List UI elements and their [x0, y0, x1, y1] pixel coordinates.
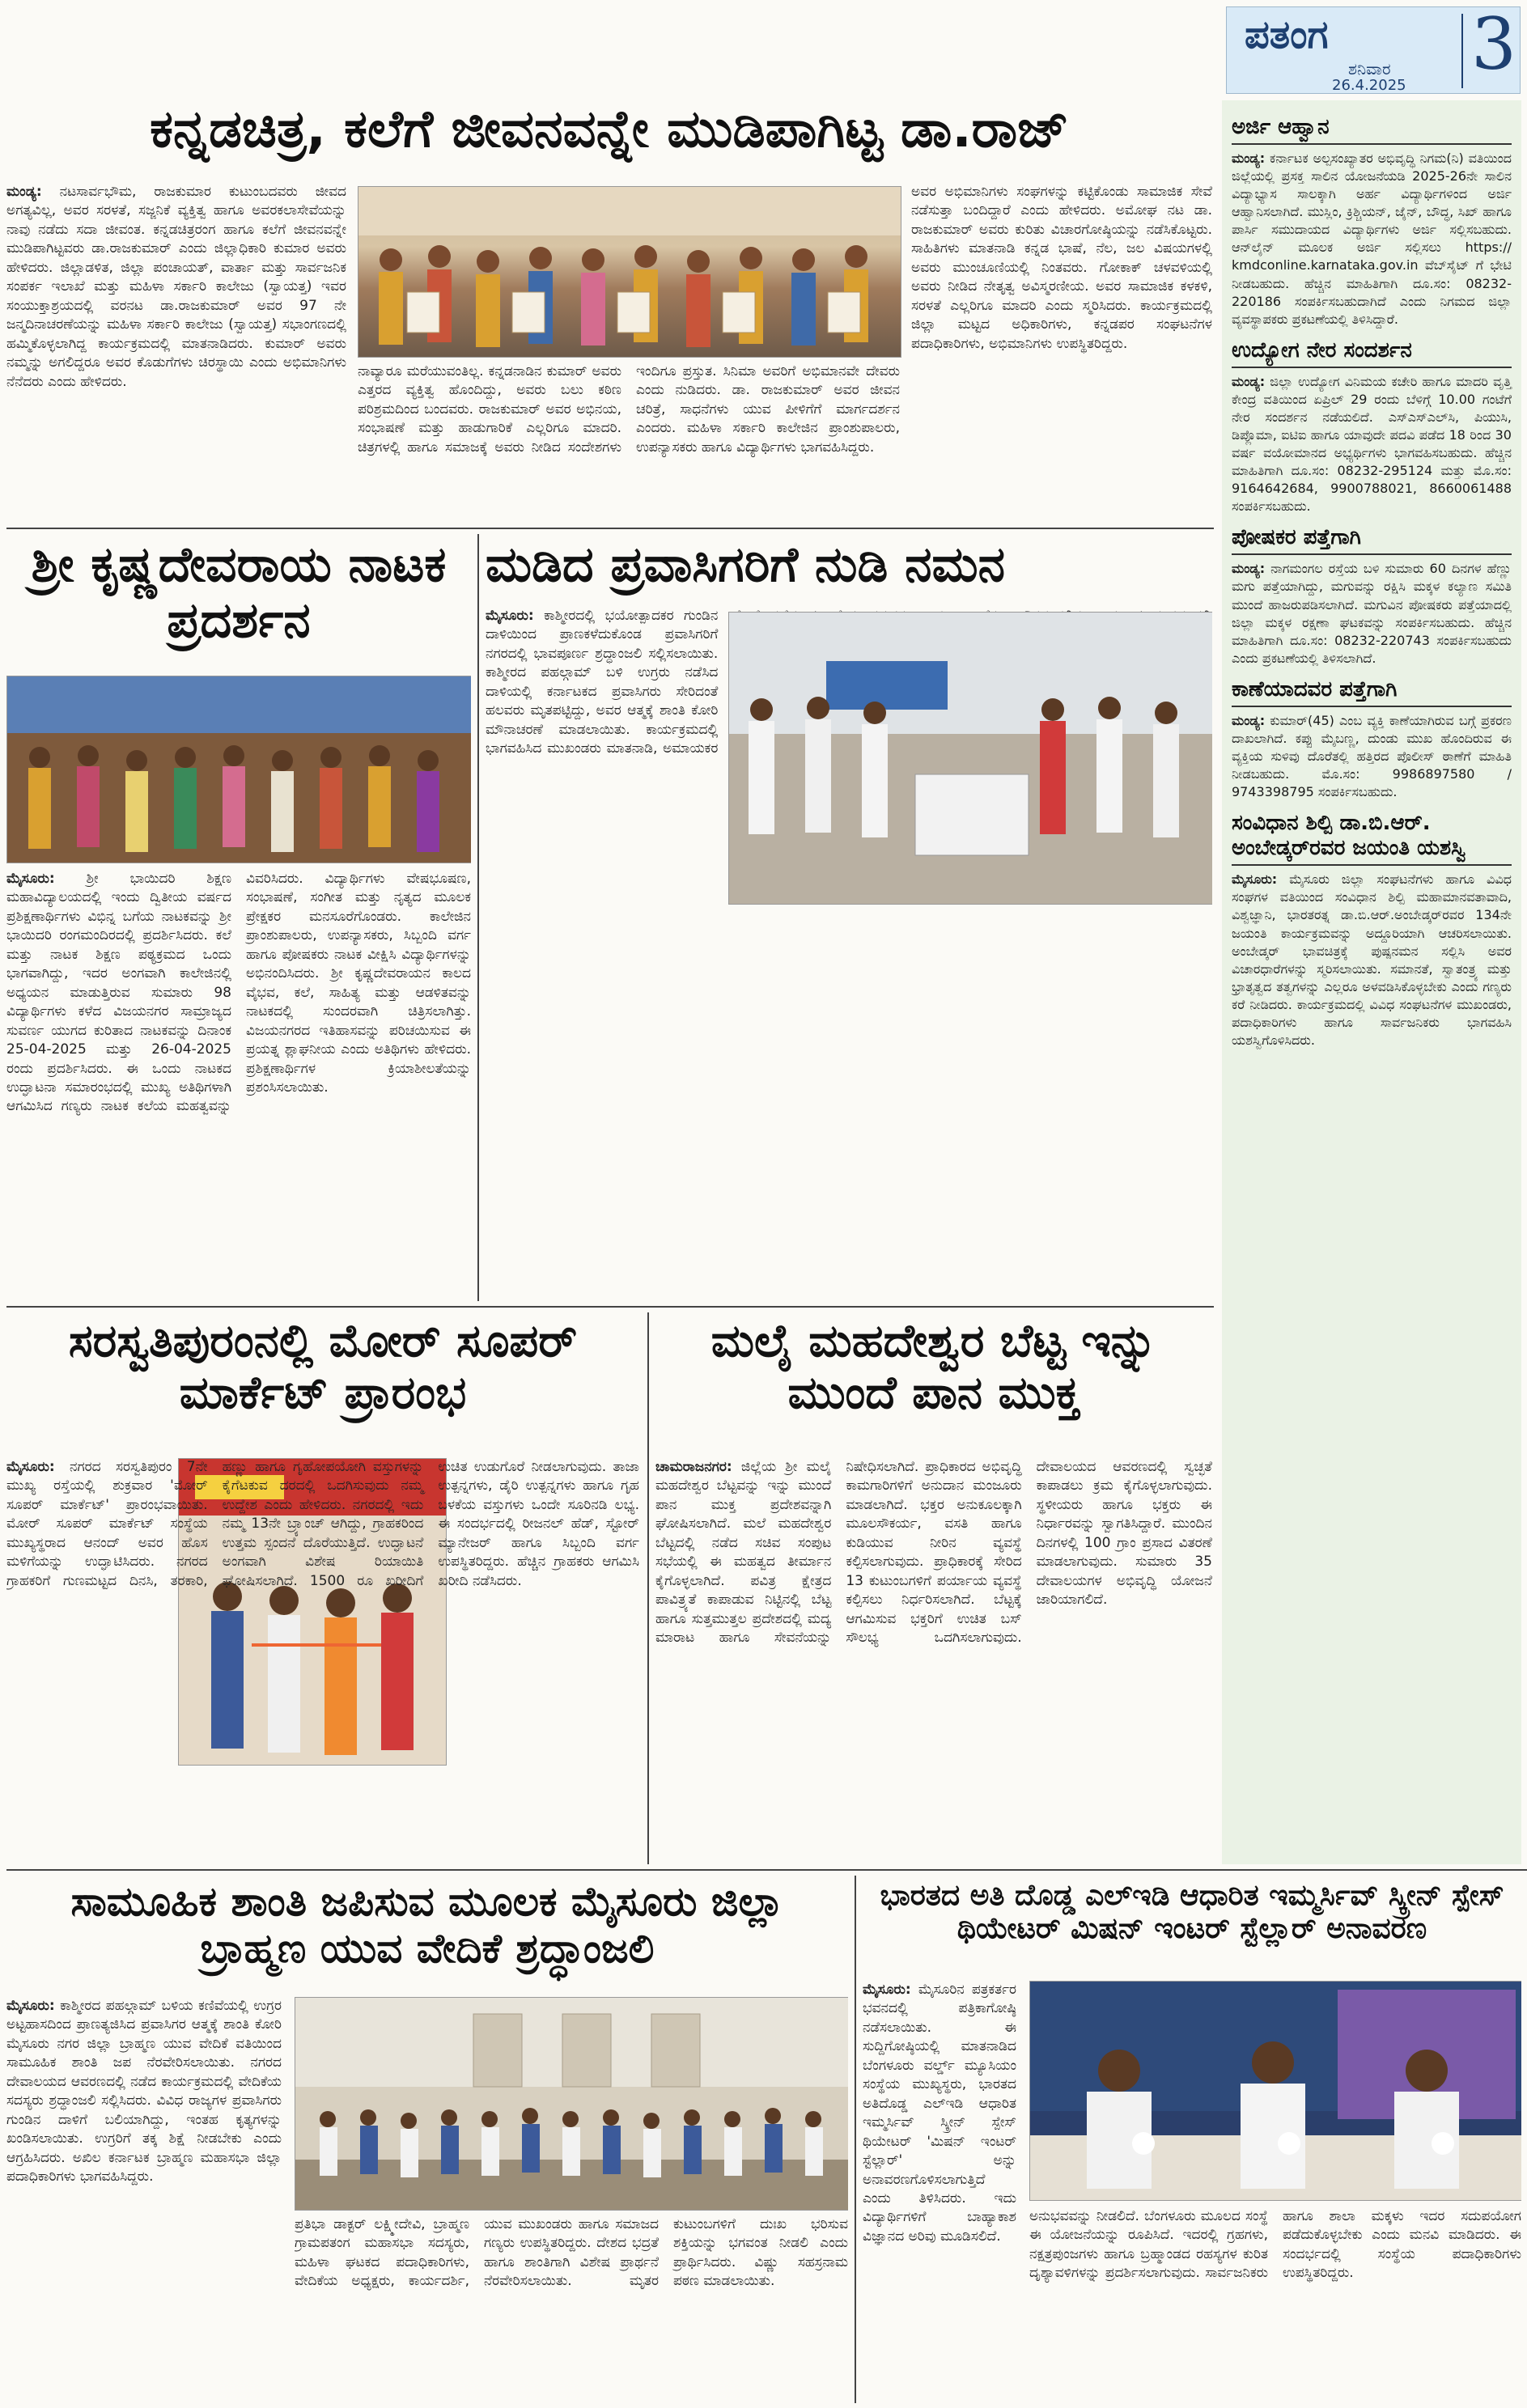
sidebar-title-4: ಸಂವಿಧಾನ ಶಿಲ್ಪಿ ಡಾ.ಬಿ.ಆರ್. ಅಂಬೇಡ್ಕರ್‌ರವರ ಜಯಂತಿ ಯಶಸ್ವಿ — [1232, 811, 1512, 866]
krishnadevaraya-photo — [6, 676, 471, 863]
page-number: 3 — [1471, 6, 1516, 86]
led-body-left: ಮೈಸೂರು: ಮೈಸೂರಿನ ಪತ್ರಕರ್ತರ ಭವನದಲ್ಲಿ ಪತ್ರಿಕಾಗೋಷ್ಠಿ ನಡೆಸಲಾಯಿತು. ಈ ಸುದ್ದಿಗೋಷ್ಠಿಯಲ್ಲಿ ಮಾತನಾಡಿದ ಬೆಂಗಳೂರು ವರ್ಲ್ಡ್ ಮ್ಯೂಸಿಯಂ ಸಂಸ್ಥೆಯ ಮುಖ್ಯಸ್ಥರು, ಭಾರತದ ಅತಿದೊಡ್ಡ ಎಲ್ಇಡಿ ಆಧಾರಿತ ಇಮ್ಮರ್ಸಿವ್ ಸ್ಕ್ರೀನ್ ಸ್ಪೇಸ್ ಥಿಯೇಟರ್ 'ಮಿಷನ್ ಇಂಟರ್ ಸ್ಟೆಲ್ಲಾರ್' ಅನ್ನು ಅನಾವರಣಗೊಳಿಸಲಾಗುತ್ತಿದೆ ಎಂದು ತಿಳಿಸಿದರು. ಇದು ವಿದ್ಯಾರ್ಥಿಗಳಿಗೆ ಬಾಹ್ಯಾಕಾಶ ವಿಜ್ಞಾನದ ಅರಿವು ಮೂಡಿಸಲಿದೆ. — [863, 1982, 1016, 2245]
krishnadevaraya-body: ಮೈಸೂರು: ಶ್ರೀ ಭಾಯಿದರಿ ಶಿಕ್ಷಣ ಮಹಾವಿದ್ಯಾಲಯದಲ್ಲಿ ಇಂದು ದ್ವಿತೀಯ ವರ್ಷದ ಪ್ರಶಿಕ್ಷಣಾರ್ಥಿಗಳು ವಿಭಿನ್ನ ಬಗೆಯ ನಾಟಕವನ್ನು ಶ್ರೀ ಭಾಯಿದರಿ ರಂಗಮಂದಿರದಲ್ಲಿ ಪ್ರದರ್ಶಿಸಿದರು. ಕಲೆ ಮತ್ತು ನಾಟಕ ಶಿಕ್ಷಣ ಪಠ್ಯಕ್ರಮದ ಒಂದು ಭಾಗವಾಗಿದ್ದು, ಇದರ ಅಂಗವಾಗಿ ಕಾಲೇಜಿನಲ್ಲಿ ಅಧ್ಯಯನ ಮಾಡುತ್ತಿರುವ ಸುಮಾರು 98 ವಿದ್ಯಾರ್ಥಿಗಳು ಕಳೆದ ವಿಜಯನಗರ ಸಾಮ್ರಾಜ್ಯದ ಸುವರ್ಣ ಯುಗದ ಕುರಿತಾದ ನಾಟಕವನ್ನು ದಿನಾಂಕ 25-04-2025 ಮತ್ತು 26-04-2025 ರಂದು ಪ್ರದರ್ಶಿಸಿದರು. ಈ ಒಂದು ನಾಟಕದ ಉದ್ಘಾಟನಾ ಸಮಾರಂಭದಲ್ಲಿ ಮುಖ್ಯ ಅತಿಥಿಗಳಾಗಿ ಆಗಮಿಸಿದ ಗಣ್ಯರು ನಾಟಕ ಕಲೆಯ ಮಹತ್ವವನ್ನು ವಿವರಿಸಿದರು. ವಿದ್ಯಾರ್ಥಿಗಳು ವೇಷಭೂಷಣ, ಸಂಭಾಷಣೆ, ಸಂಗೀತ ಮತ್ತು ನೃತ್ಯದ ಮೂಲಕ ಪ್ರೇಕ್ಷಕರ ಮನಸೂರೆಗೊಂಡರು. ಕಾಲೇಜಿನ ಪ್ರಾಂಶುಪಾಲರು, ಉಪನ್ಯಾಸಕರು, ಸಿಬ್ಬಂದಿ ವರ್ಗ ಹಾಗೂ ಪೋಷಕರು ನಾಟಕ ವೀಕ್ಷಿಸಿ ವಿದ್ಯಾರ್ಥಿಗಳನ್ನು ಅಭಿನಂದಿಸಿದರು. ಶ್ರೀ ಕೃಷ್ಣದೇವರಾಯನ ಕಾಲದ ವೈಭವ, ಕಲೆ, ಸಾಹಿತ್ಯ ಮತ್ತು ಆಡಳಿತವನ್ನು ನಾಟಕದಲ್ಲಿ ಸುಂದರವಾಗಿ ಚಿತ್ರಿಸಲಾಗಿತ್ತು. ವಿಜಯನಗರದ ಇತಿಹಾಸವನ್ನು ಪರಿಚಯಿಸುವ ಈ ಪ್ರಯತ್ನ ಶ್ಲಾಘನೀಯ ಎಂದು ಅತಿಥಿಗಳು ಹೇಳಿದರು. ಪ್ರಶಿಕ್ಷಣಾರ್ಥಿಗಳ ಕ್ರಿಯಾಶೀಲತೆಯನ್ನು ಪ್ರಶಂಸಿಸಲಾಯಿತು. — [6, 871, 471, 1115]
article-brahmana — [6, 1876, 848, 2403]
led-photo — [1029, 1981, 1521, 2201]
sidebar-title-1: ಉದ್ಯೋಗ ನೇರ ಸಂದರ್ಶನ — [1232, 338, 1512, 368]
headline-krishnadevaraya: ಶ್ರೀ ಕೃಷ್ಣದೇವರಾಯ ನಾಟಕ ಪ್ರದರ್ಶನ — [31, 536, 447, 649]
article-krishnadevaraya — [6, 534, 471, 1301]
led-photo-art — [1030, 1982, 1521, 2200]
raj-body-mid: ನಾವ್ಯಾರೂ ಮರೆಯುವಂತಿಲ್ಲ. ಕನ್ನಡನಾಡಿನ ಕುಮಾರ್ ಅವರು ಎತ್ತರದ ವ್ಯಕ್ತಿತ್ವ ಹೊಂದಿದ್ದು, ಅವರು ಬಲು ಕಠಿಣ ಪರಿಶ್ರಮದಿಂದ ಬಂದವರು. ರಾಜಕುಮಾರ್ ಅವರ ಅಭಿನಯ, ಸಂಭಾಷಣೆ ಮತ್ತು ಹಾಡುಗಾರಿಕೆ ಎಲ್ಲರಿಗೂ ಮಾದರಿ. ಚಿತ್ರಗಳಲ್ಲಿ ಹಾಗೂ ಸಮಾಜಕ್ಕೆ ಅವರು ನೀಡಿದ ಸಂದೇಶಗಳು ಇಂದಿಗೂ ಪ್ರಸ್ತುತ. ಸಿನಿಮಾ ಅವರಿಗೆ ಅಭಿಮಾನವೇ ದೇವರು ಎಂದು ನುಡಿದರು. ಡಾ. ರಾಜಕುಮಾರ್ ಅವರ ಜೀವನ ಚರಿತ್ರೆ, ಸಾಧನೆಗಳು ಯುವ ಪೀಳಿಗೆಗೆ ಮಾರ್ಗದರ್ಶನ ಎಂದರು. ಮಹಿಳಾ ಸರ್ಕಾರಿ ಕಾಲೇಜಿನ ಪ್ರಾಂಶುಪಾಲರು, ಉಪನ್ಯಾಸಕರು ಹಾಗೂ ವಿದ್ಯಾರ್ಥಿಗಳು ಭಾಗವಹಿಸಿದ್ದರು. — [358, 363, 900, 456]
article-more — [6, 1312, 639, 1864]
led-dateline: ಮೈಸೂರು: — [863, 1982, 911, 1998]
headline-brahmana: ಸಾಮೂಹಿಕ ಶಾಂತಿ ಜಪಿಸುವ ಮೂಲಕ ಮೈಸೂರು ಜಿಲ್ಲಾ ಬ್ರಾಹ್ಮಣ ಯುವ ವೇದಿಕೆ ಶ್ರದ್ಧಾಂಜಲಿ — [70, 1878, 784, 1972]
masthead — [1226, 6, 1521, 94]
raj-body-left: ಮಂಡ್ಯ: ನಟಸಾರ್ವಭೌಮ, ರಾಜಕುಮಾರ ಕುಟುಂಬದವರು ಜೀವದ ಅಗತ್ಯವಿಲ್ಲ, ಅವರ ಸರಳತೆ, ಸಜ್ಜನಿಕೆ ವ್ಯಕ್ತಿತ್ವ ಹಾಗೂ ಅವರಕಲಾಸೇವೆಯನ್ನು ನಾವು ನಡೆದು ಸದಾ ಜೀವಂತ. ಕನ್ನಡಚಿತ್ರರಂಗ ಹಾಗೂ ಕಲೆಗೆ ಜೀವನವನ್ನೇ ಮುಡಿಪಾಗಿಟ್ಟವರು ಡಾ.ರಾಜಕುಮಾರ್ ಎಂದು ಜಿಲ್ಲಾಧಿಕಾರಿ ಕುಮಾರ ಅವರು ಹೇಳಿದರು. ಜಿಲ್ಲಾಡಳಿತ, ಜಿಲ್ಲಾ ಪಂಚಾಯತ್, ವಾರ್ತಾ ಮತ್ತು ಸಾರ್ವಜನಿಕ ಸಂಪರ್ಕ ಇಲಾಖೆ ಮತ್ತು ಮಹಿಳಾ ಸರ್ಕಾರಿ ಕಾಲೇಜು (ಸ್ವಾಯತ್ತ) ಇವರ ಸಂಯುಕ್ತಾಶ್ರಯದಲ್ಲಿ ವರನಟ ಡಾ.ರಾಜಕುಮಾರ್ ಅವರ 97 ನೇ ಜನ್ಮದಿನಾಚರಣೆಯನ್ನು ಮಹಿಳಾ ಸರ್ಕಾರಿ ಕಾಲೇಜು (ಸ್ವಾಯತ್ತ) ಸಭಾಂಗಣದಲ್ಲಿ ಹಮ್ಮಿಕೊಳ್ಳಲಾಗಿದ್ದ ಕಾರ್ಯಕ್ರಮದಲ್ಲಿ ಮಾತನಾಡಿದರು. ಕುಮಾರ್ ಅವರು ನಮ್ಮನ್ನು ಅಗಲಿದ್ದರೂ ಅವರ ಕೊಡುಗೆಗಳು ಚಿರಸ್ಥಾಯಿ ಎಂದು ಅಭಿಮಾನಿಗಳು ನೆನೆದರು ಎಂದು ಹೇಳಿದರು. — [6, 184, 346, 390]
raj-body-right: ಅವರ ಅಭಿಮಾನಿಗಳು ಸಂಘಗಳನ್ನು ಕಟ್ಟಿಕೊಂಡು ಸಾಮಾಜಿಕ ಸೇವೆ ನಡೆಸುತ್ತಾ ಬಂದಿದ್ದಾರೆ ಎಂದು ಹೇಳಿದರು. ಅಮೋಘ ನಟ ಡಾ. ರಾಜಕುಮಾರ್ ಅವರು ಕುರಿತು ವಿಚಾರಗೋಷ್ಠಿಯನ್ನು ನಡೆಸಿಕೊಟ್ಟರು. ಸಾಹಿತಿಗಳು ಮಾತನಾಡಿ ಕನ್ನಡ ಭಾಷೆ, ನೆಲ, ಜಲ ವಿಷಯಗಳಲ್ಲಿ ಅವರು ಮುಂಚೂಣಿಯಲ್ಲಿ ನಿಂತವರು. ಗೋಕಾಕ್ ಚಳವಳಿಯಲ್ಲಿ ಅವರು ನೀಡಿದ ನೇತೃತ್ವ ಅವಿಸ್ಮರಣೀಯ. ಅವರ ಸಾಮಾಜಿಕ ಕಳಕಳಿ, ಸರಳತೆ ಎಲ್ಲರಿಗೂ ಮಾದರಿ ಎಂದು ಸ್ಮರಿಸಿದರು. ಕಾರ್ಯಕ್ರಮದಲ್ಲಿ ಜಿಲ್ಲಾ ಮಟ್ಟದ ಅಧಿಕಾರಿಗಳು, ಕನ್ನಡಪರ ಸಂಘಟನೆಗಳ ಪದಾಧಿಕಾರಿಗಳು, ಅಭಿಮಾನಿಗಳು ಉಪಸ್ಥಿತರಿದ್ದರು. — [911, 184, 1212, 352]
sidebar-title-2: ಪೋಷಕರ ಪತ್ತೆಗಾಗಿ — [1232, 525, 1512, 555]
madeshwara-body: ಚಾಮರಾಜನಗರ: ಜಿಲ್ಲೆಯ ಶ್ರೀ ಮಲೈ ಮಹದೇಶ್ವರ ಬೆಟ್ಟವನ್ನು ಇನ್ನು ಮುಂದೆ ಪಾನ ಮುಕ್ತ ಪ್ರದೇಶವನ್ನಾಗಿ ಘೋಷಿಸಲಾಗಿದೆ. ಮಲೆ ಮಹದೇಶ್ವರ ಬೆಟ್ಟದಲ್ಲಿ ನಡೆದ ಸಚಿವ ಸಂಪುಟ ಸಭೆಯಲ್ಲಿ ಈ ಮಹತ್ವದ ತೀರ್ಮಾನ ಕೈಗೊಳ್ಳಲಾಗಿದೆ. ಪವಿತ್ರ ಕ್ಷೇತ್ರದ ಪಾವಿತ್ರ್ಯತೆ ಕಾಪಾಡುವ ನಿಟ್ಟಿನಲ್ಲಿ ಬೆಟ್ಟ ಹಾಗೂ ಸುತ್ತಮುತ್ತಲ ಪ್ರದೇಶದಲ್ಲಿ ಮದ್ಯ ಮಾರಾಟ ಹಾಗೂ ಸೇವನೆಯನ್ನು ನಿಷೇಧಿಸಲಾಗಿದೆ. ಪ್ರಾಧಿಕಾರದ ಅಭಿವೃದ್ಧಿ ಕಾಮಗಾರಿಗಳಿಗೆ ಅನುದಾನ ಮಂಜೂರು ಮಾಡಲಾಗಿದೆ. ಭಕ್ತರ ಅನುಕೂಲಕ್ಕಾಗಿ ಮೂಲಸೌಕರ್ಯ, ವಸತಿ ಹಾಗೂ ಕುಡಿಯುವ ನೀರಿನ ವ್ಯವಸ್ಥೆ ಕಲ್ಪಿಸಲಾಗುವುದು. ಪ್ರಾಧಿಕಾರಕ್ಕೆ ಸೇರಿದ 13 ಕುಟುಂಬಗಳಿಗೆ ಪರ್ಯಾಯ ವ್ಯವಸ್ಥೆ ಕಲ್ಪಿಸಲು ನಿರ್ಧರಿಸಲಾಗಿದೆ. ಬೆಟ್ಟಕ್ಕೆ ಆಗಮಿಸುವ ಭಕ್ತರಿಗೆ ಉಚಿತ ಬಸ್ ಸೌಲಭ್ಯ ಒದಗಿಸಲಾಗುವುದು. ದೇವಾಲಯದ ಆವರಣದಲ್ಲಿ ಸ್ವಚ್ಛತೆ ಕಾಪಾಡಲು ಕ್ರಮ ಕೈಗೊಳ್ಳಲಾಗುವುದು. ಸ್ಥಳೀಯರು ಹಾಗೂ ಭಕ್ತರು ಈ ನಿರ್ಧಾರವನ್ನು ಸ್ವಾಗತಿಸಿದ್ದಾರೆ. ಮುಂದಿನ ದಿನಗಳಲ್ಲಿ 100 ಗ್ರಾಂ ಪ್ರಸಾದ ವಿತರಣೆ ಮಾಡಲಾಗುವುದು. ಸುಮಾರು 35 ದೇವಾಲಯಗಳ ಅಭಿವೃದ್ಧಿ ಯೋಜನೆ ಜಾರಿಯಾಗಲಿದೆ. — [655, 1459, 1212, 1647]
brahmana-body-left: ಮೈಸೂರು: ಕಾಶ್ಮೀರದ ಪಹಲ್ಗಾಮ್ ಬಳಿಯ ಕಣಿವೆಯಲ್ಲಿ ಉಗ್ರರ ಅಟ್ಟಹಾಸದಿಂದ ಪ್ರಾಣತ್ಯಜಿಸಿದ ಪ್ರವಾಸಿಗರ ಆತ್ಮಕ್ಕೆ ಶಾಂತಿ ಕೋರಿ ಮೈಸೂರು ನಗರ ಜಿಲ್ಲಾ ಬ್ರಾಹ್ಮಣ ಯುವ ವೇದಿಕೆ ವತಿಯಿಂದ ಸಾಮೂಹಿಕ ಶಾಂತಿ ಜಪ ನೆರವೇರಿಸಲಾಯಿತು. ನಗರದ ದೇವಾಲಯದ ಆವರಣದಲ್ಲಿ ನಡೆದ ಕಾರ್ಯಕ್ರಮದಲ್ಲಿ ವೇದಿಕೆಯ ಸದಸ್ಯರು ಶ್ರದ್ಧಾಂಜಲಿ ಸಲ್ಲಿಸಿದರು. ವಿವಿಧ ರಾಜ್ಯಗಳ ಪ್ರವಾಸಿಗರು ಗುಂಡಿನ ದಾಳಿಗೆ ಬಲಿಯಾಗಿದ್ದು, ಇಂತಹ ಕೃತ್ಯಗಳನ್ನು ಖಂಡಿಸಲಾಯಿತು. ಉಗ್ರರಿಗೆ ತಕ್ಕ ಶಿಕ್ಷೆ ನೀಡಬೇಕು ಎಂದು ಆಗ್ರಹಿಸಿದರು. ಅಖಿಲ ಕರ್ನಾಟಕ ಬ್ರಾಹ್ಮಣ ಮಹಾಸಭಾ ಜಿಲ್ಲಾ ಪದಾಧಿಕಾರಿಗಳು ಭಾಗವಹಿಸಿದ್ದರು. — [6, 1998, 282, 2185]
article-raj — [6, 95, 1212, 524]
masthead-date: 26.4.2025 — [1332, 77, 1406, 94]
sidebar-section-0: ಅರ್ಜಿ ಆಹ್ವಾನ ಮಂಡ್ಯ: ಕರ್ನಾಟಕ ಅಲ್ಪಸಂಖ್ಯಾತರ ಅಭಿವೃದ್ಧಿ ನಿಗಮ(ನಿ) ವತಿಯಿಂದ ಜಿಲ್ಲೆಯಲ್ಲಿ ಪ್ರಸಕ್ತ ಸಾಲಿನ ಯೋಜನೆಯಡಿ 2025-26ನೇ ಸಾಲಿನ ವಿದ್ಯಾಭ್ಯಾಸ ಸಾಲಕ್ಕಾಗಿ ಅರ್ಹ ವಿದ್ಯಾರ್ಥಿಗಳಿಂದ ಅರ್ಜಿ ಆಹ್ವಾನಿಸಲಾಗಿದೆ. ಮುಸ್ಲಿಂ, ಕ್ರಿಶ್ಚಿಯನ್, ಜೈನ್, ಬೌದ್ಧ, ಸಿಖ್ ಹಾಗೂ ಪಾರ್ಸಿ ಸಮುದಾಯದ ವಿದ್ಯಾರ್ಥಿಗಳು ಅರ್ಜಿ ಸಲ್ಲಿಸಬಹುದು. ಆನ್‌ಲೈನ್ ಮೂಲಕ ಅರ್ಜಿ ಸಲ್ಲಿಸಲು https:// kmdconline.karnataka.gov.in ವೆಬ್‌ಸೈಟ್ ಗೆ ಭೇಟಿ ನೀಡಬಹುದು. ಹೆಚ್ಚಿನ ಮಾಹಿತಿಗಾಗಿ ದೂ.ಸಂ: 08232-220186 ಸಂಪರ್ಕಿಸಬಹುದಾಗಿದೆ ಎಂದು ನಿಗಮದ ಜಿಲ್ಲಾ ವ್ಯವಸ್ಥಾಪಕರು ಪ್ರಕಟಣೆಯಲ್ಲಿ ತಿಳಿಸಿದ್ದಾರೆ. — [1232, 115, 1512, 327]
masthead-name: ಪತಂಗ — [1245, 12, 1329, 57]
sidebar-section-2: ಪೋಷಕರ ಪತ್ತೆಗಾಗಿ ಮಂಡ್ಯ: ನಾಗಮಂಗಲ ರಸ್ತೆಯ ಬಳಿ ಸುಮಾರು 60 ದಿನಗಳ ಹೆಣ್ಣು ಮಗು ಪತ್ತೆಯಾಗಿದ್ದು, ಮಗುವನ್ನು ರಕ್ಷಿಸಿ ಮಕ್ಕಳ ಕಲ್ಯಾಣ ಸಮಿತಿ ಮುಂದೆ ಹಾಜರುಪಡಿಸಲಾಗಿದೆ. ಮಗುವಿನ ಪೋಷಕರು ಪತ್ತೆಯಾದಲ್ಲಿ ಜಿಲ್ಲಾ ಮಕ್ಕಳ ರಕ್ಷಣಾ ಘಟಕವನ್ನು ಸಂಪರ್ಕಿಸಬಹುದು. ಹೆಚ್ಚಿನ ಮಾಹಿತಿಗಾಗಿ ದೂ.ಸಂ: 08232-220743 ಸಂಪರ್ಕಿಸಬಹುದು ಎಂದು ಪ್ರಕಟಣೆಯಲ್ಲಿ ತಿಳಿಸಲಾಗಿದೆ. — [1232, 525, 1512, 666]
raj-photo-art — [358, 187, 901, 357]
headline-more: ಸರಸ್ವತಿಪುರಂನಲ್ಲಿ ಮೋರ್ ಸೂಪರ್ ಮಾರ್ಕೆಟ್ ಪ್ರಾರಂಭ — [68, 1315, 578, 1420]
raj-photo — [358, 186, 901, 358]
more-dateline: ಮೈಸೂರು: — [6, 1459, 55, 1475]
headline-tourists: ಮಡಿದ ಪ್ರವಾಸಿಗರಿಗೆ ನುಡಿ ನಮನ — [486, 536, 1005, 593]
tourists-dateline: ಮೈಸೂರು: — [486, 608, 534, 624]
brahmana-dateline: ಮೈಸೂರು: — [6, 1998, 55, 2014]
sidebar-title-3: ಕಾಣೆಯಾದವರ ಪತ್ತೆಗಾಗಿ — [1232, 677, 1512, 707]
headline-raj: ಕನ್ನಡಚಿತ್ರ, ಕಲೆಗೆ ಜೀವನವನ್ನೇ ಮುಡಿಪಾಗಿಟ್ಟ ಡಾ.ರಾಜ್ — [150, 100, 1069, 159]
article-madeshwara — [655, 1312, 1212, 1864]
brahmana-body-right: ಪ್ರತಿಭಾ ಡಾಕ್ಟರ್ ಲಕ್ಷ್ಮೀದೇವಿ, ಬ್ರಾಹ್ಮಣ ಗ್ರಾಮಪತಂಗ ಮಹಾಸಭಾ ಸದಸ್ಯರು, ಮಹಿಳಾ ಘಟಕದ ಪದಾಧಿಕಾರಿಗಳು, ವೇದಿಕೆಯ ಅಧ್ಯಕ್ಷರು, ಕಾರ್ಯದರ್ಶಿ, ಯುವ ಮುಖಂಡರು ಹಾಗೂ ಸಮಾಜದ ಗಣ್ಯರು ಉಪಸ್ಥಿತರಿದ್ದರು. ದೇಶದ ಭದ್ರತೆ ಹಾಗೂ ಶಾಂತಿಗಾಗಿ ವಿಶೇಷ ಪ್ರಾರ್ಥನೆ ನೆರವೇರಿಸಲಾಯಿತು. ಮೃತರ ಕುಟುಂಬಗಳಿಗೆ ದುಃಖ ಭರಿಸುವ ಶಕ್ತಿಯನ್ನು ಭಗವಂತ ನೀಡಲಿ ಎಂದು ಪ್ರಾರ್ಥಿಸಿದರು. ವಿಷ್ಣು ಸಹಸ್ರನಾಮ ಪಠಣ ಮಾಡಲಾಯಿತು. — [295, 2216, 848, 2290]
article-led — [863, 1876, 1521, 2403]
sidebar-section-4: ಸಂವಿಧಾನ ಶಿಲ್ಪಿ ಡಾ.ಬಿ.ಆರ್. ಅಂಬೇಡ್ಕರ್‌ರವರ ಜಯಂತಿ ಯಶಸ್ವಿ ಮೈಸೂರು: ಮೈಸೂರು ಜಿಲ್ಲಾ ಸಂಘಟನೆಗಳು ಹಾಗೂ ವಿವಿಧ ಸಂಘಗಳ ವತಿಯಿಂದ ಸಂವಿಧಾನ ಶಿಲ್ಪಿ ಮಹಾಮಾನವತಾವಾದಿ, ವಿಶ್ವಜ್ಞಾನಿ, ಭಾರತರತ್ನ ಡಾ.ಬಿ.ಆರ್.ಅಂಬೇಡ್ಕರ್‌ರವರ 134ನೇ ಜಯಂತಿ ಕಾರ್ಯಕ್ರಮವನ್ನು ಅದ್ದೂರಿಯಾಗಿ ಆಚರಿಸಲಾಯಿತು. ಅಂಬೇಡ್ಕರ್ ಭಾವಚಿತ್ರಕ್ಕೆ ಪುಷ್ಪನಮನ ಸಲ್ಲಿಸಿ ಅವರ ವಿಚಾರಧಾರೆಗಳನ್ನು ಸ್ಮರಿಸಲಾಯಿತು. ಸಮಾನತೆ, ಸ್ವಾತಂತ್ರ್ಯ ಮತ್ತು ಭ್ರಾತೃತ್ವದ ತತ್ವಗಳನ್ನು ಎಲ್ಲರೂ ಅಳವಡಿಸಿಕೊಳ್ಳಬೇಕು ಎಂದು ಗಣ್ಯರು ಕರೆ ನೀಡಿದರು. ಕಾರ್ಯಕ್ರಮದಲ್ಲಿ ವಿವಿಧ ಸಂಘಟನೆಗಳ ಮುಖಂಡರು, ಪದಾಧಿಕಾರಿಗಳು ಹಾಗೂ ಸಾರ್ವಜನಿಕರು ಭಾಗವಹಿಸಿ ಯಶಸ್ವಿಗೊಳಿಸಿದರು. — [1232, 811, 1512, 1048]
sidebar-section-1: ಉದ್ಯೋಗ ನೇರ ಸಂದರ್ಶನ ಮಂಡ್ಯ: ಜಿಲ್ಲಾ ಉದ್ಯೋಗ ವಿನಿಮಯ ಕಚೇರಿ ಹಾಗೂ ಮಾದರಿ ವೃತ್ತಿ ಕೇಂದ್ರ ವತಿಯಿಂದ ಏಪ್ರಿಲ್ 29 ರಂದು ಬೆಳಿಗ್ಗೆ 10.00 ಗಂಟೆಗೆ ನೇರ ಸಂದರ್ಶನ ನಡೆಯಲಿದೆ. ಎಸ್‌ಎಸ್‌ಎಲ್‌ಸಿ, ಪಿಯುಸಿ, ಡಿಪ್ಲೊಮಾ, ಐಟಿಐ ಹಾಗೂ ಯಾವುದೇ ಪದವಿ ಪಡೆದ 18 ರಿಂದ 30 ವರ್ಷ ವಯೋಮಾನದ ಅಭ್ಯರ್ಥಿಗಳು ಭಾಗವಹಿಸಬಹುದು. ಹೆಚ್ಚಿನ ಮಾಹಿತಿಗಾಗಿ ದೂ.ಸಂ: 08232-295124 ಮತ್ತು ಮೊ.ಸಂ: 9164642684, 9900788021, 8660061488 ಸಂಪರ್ಕಿಸಬಹುದು. — [1232, 337, 1512, 515]
headline-led: ಭಾರತದ ಅತಿ ದೊಡ್ಡ ಎಲ್ಇಡಿ ಆಧಾರಿತ ಇಮ್ಮರ್ಸಿವ್ ಸ್ಕ್ರೀನ್ ಸ್ಪೇಸ್ ಥಿಯೇಟರ್ ಮಿಷನ್ ಇಂಟರ್ ಸ್ಟೆಲ್ಲಾರ್ ಅನಾವರಣ — [880, 1879, 1504, 1946]
tourists-photo-art — [729, 613, 1212, 904]
sidebar-section-3: ಕಾಣೆಯಾದವರ ಪತ್ತೆಗಾಗಿ ಮಂಡ್ಯ: ಕುಮಾರ್(45) ಎಂಬ ವ್ಯಕ್ತಿ ಕಾಣೆಯಾಗಿರುವ ಬಗ್ಗೆ ಪ್ರಕರಣ ದಾಖಲಾಗಿದೆ. ಕಪ್ಪು ಮೈಬಣ್ಣ, ದುಂಡು ಮುಖ ಹೊಂದಿರುವ ಈ ವ್ಯಕ್ತಿಯ ಸುಳಿವು ದೊರೆತಲ್ಲಿ ಹತ್ತಿರದ ಪೊಲೀಸ್ ಠಾಣೆಗೆ ಮಾಹಿತಿ ನೀಡಬಹುದು. ಮೊ.ಸಂ: 9986897580 / 9743398795 ಸಂಪರ್ಕಿಸಬಹುದು. — [1232, 676, 1512, 800]
krishnadevaraya-photo-art — [7, 676, 471, 863]
brahmana-photo-art — [295, 1998, 848, 2210]
article-tourists — [486, 534, 1212, 1301]
tourists-body: ಮೈಸೂರು: ಕಾಶ್ಮೀರದಲ್ಲಿ ಭಯೋತ್ಪಾದಕರ ಗುಂಡಿನ ದಾಳಿಯಿಂದ ಪ್ರಾಣಕಳೆದುಕೊಂಡ ಪ್ರವಾಸಿಗರಿಗೆ ನಗರದಲ್ಲಿ ಭಾವಪೂರ್ಣ ಶ್ರದ್ಧಾಂಜಲಿ ಸಲ್ಲಿಸಲಾಯಿತು. ಕಾಶ್ಮೀರದ ಪಹಲ್ಗಾಮ್ ಬಳಿ ಉಗ್ರರು ನಡೆಸಿದ ದಾಳಿಯಲ್ಲಿ ಕರ್ನಾಟಕದ ಪ್ರವಾಸಿಗರು ಸೇರಿದಂತೆ ಹಲವರು ಮೃತಪಟ್ಟಿದ್ದು, ಅವರ ಆತ್ಮಕ್ಕೆ ಶಾಂತಿ ಕೋರಿ ಮೌನಾಚರಣೆ ಮಾಡಲಾಯಿತು. ಕಾರ್ಯಕ್ರಮದಲ್ಲಿ ಭಾಗವಹಿಸಿದ ಮುಖಂಡರು ಮಾತನಾಡಿ, ಅಮಾಯಕರ — [486, 608, 719, 757]
krishnadevaraya-dateline: ಮೈಸೂರು: — [6, 871, 55, 887]
headline-madeshwara: ಮಲೈ ಮಹದೇಶ್ವರ ಬೆಟ್ಟ ಇನ್ನು ಮುಂದೆ ಪಾನ ಮುಕ್ತ — [710, 1315, 1157, 1420]
madeshwara-dateline: ಚಾಮರಾಜನಗರ: — [655, 1459, 732, 1475]
sidebar-notices — [1222, 100, 1521, 1864]
raj-dateline: ಮಂಡ್ಯ: — [6, 184, 42, 200]
brahmana-photo — [295, 1997, 848, 2211]
sidebar-title-0: ಅರ್ಜಿ ಆಹ್ವಾನ — [1232, 115, 1512, 145]
tourists-photo — [728, 612, 1212, 905]
more-body: ಮೈಸೂರು: ನಗರದ ಸರಸ್ವತಿಪುರಂ 7ನೇ ಮುಖ್ಯ ರಸ್ತೆಯಲ್ಲಿ ಶುಕ್ರವಾರ 'ಮೋರ್ ಸೂಪರ್ ಮಾರ್ಕೆಟ್' ಪ್ರಾರಂಭವಾಯಿತು. ಮೋರ್ ಸೂಪರ್ ಮಾರ್ಕೆಟ್ ಸಂಸ್ಥೆಯ ಮುಖ್ಯಸ್ಥರಾದ ಆನಂದ್ ಅವರ ಹೊಸ ಮಳಿಗೆಯನ್ನು ಉದ್ಘಾಟಿಸಿದರು. ನಗರದ ಗ್ರಾಹಕರಿಗೆ ಗುಣಮಟ್ಟದ ದಿನಸಿ, ತರಕಾರಿ, ಹಣ್ಣು ಹಾಗೂ ಗೃಹೋಪಯೋಗಿ ವಸ್ತುಗಳನ್ನು ಕೈಗೆಟಕುವ ದರದಲ್ಲಿ ಒದಗಿಸುವುದು ನಮ್ಮ ಉದ್ದೇಶ ಎಂದು ಹೇಳಿದರು. ನಗರದಲ್ಲಿ ಇದು ನಮ್ಮ 13ನೇ ಬ್ರ್ಯಾಂಚ್ ಆಗಿದ್ದು, ಗ್ರಾಹಕರಿಂದ ಉತ್ತಮ ಸ್ಪಂದನೆ ದೊರೆಯುತ್ತಿದೆ. ಉದ್ಘಾಟನೆ ಅಂಗವಾಗಿ ವಿಶೇಷ ರಿಯಾಯಿತಿ ಘೋಷಿಸಲಾಗಿದೆ. 1500 ರೂ ಖರೀದಿಗೆ ಉಚಿತ ಉಡುಗೊರೆ ನೀಡಲಾಗುವುದು. ತಾಜಾ ಉತ್ಪನ್ನಗಳು, ಡೈರಿ ಉತ್ಪನ್ನಗಳು ಹಾಗೂ ಗೃಹ ಬಳಕೆಯ ವಸ್ತುಗಳು ಒಂದೇ ಸೂರಿನಡಿ ಲಭ್ಯ. ಈ ಸಂದರ್ಭದಲ್ಲಿ ರೀಜನಲ್ ಹೆಡ್, ಸ್ಟೋರ್ ಮ್ಯಾನೇಜರ್ ಹಾಗೂ ಸಿಬ್ಬಂದಿ ವರ್ಗ ಉಪಸ್ಥಿತರಿದ್ದರು. ಹೆಚ್ಚಿನ ಗ್ರಾಹಕರು ಆಗಮಿಸಿ ಖರೀದಿ ನಡೆಸಿದರು. — [6, 1459, 639, 1589]
masthead-day: ಶನಿವಾರ — [1348, 59, 1391, 78]
led-body-right: ಅನುಭವವನ್ನು ನೀಡಲಿದೆ. ಬೆಂಗಳೂರು ಮೂಲದ ಸಂಸ್ಥೆ ಈ ಯೋಜನೆಯನ್ನು ರೂಪಿಸಿದೆ. ಇದರಲ್ಲಿ ಗ್ರಹಗಳು, ನಕ್ಷತ್ರಪುಂಜಗಳು ಹಾಗೂ ಬ್ರಹ್ಮಾಂಡದ ರಹಸ್ಯಗಳ ಕುರಿತ ದೃಶ್ಯಾವಳಿಗಳನ್ನು ಪ್ರದರ್ಶಿಸಲಾಗುವುದು. ಸಾರ್ವಜನಿಕರು ಹಾಗೂ ಶಾಲಾ ಮಕ್ಕಳು ಇದರ ಸದುಪಯೋಗ ಪಡೆದುಕೊಳ್ಳಬೇಕು ಎಂದು ಮನವಿ ಮಾಡಿದರು. ಈ ಸಂದರ್ಭದಲ್ಲಿ ಸಂಸ್ಥೆಯ ಪದಾಧಿಕಾರಿಗಳು ಉಪಸ್ಥಿತರಿದ್ದರು. — [1029, 2208, 1521, 2282]
